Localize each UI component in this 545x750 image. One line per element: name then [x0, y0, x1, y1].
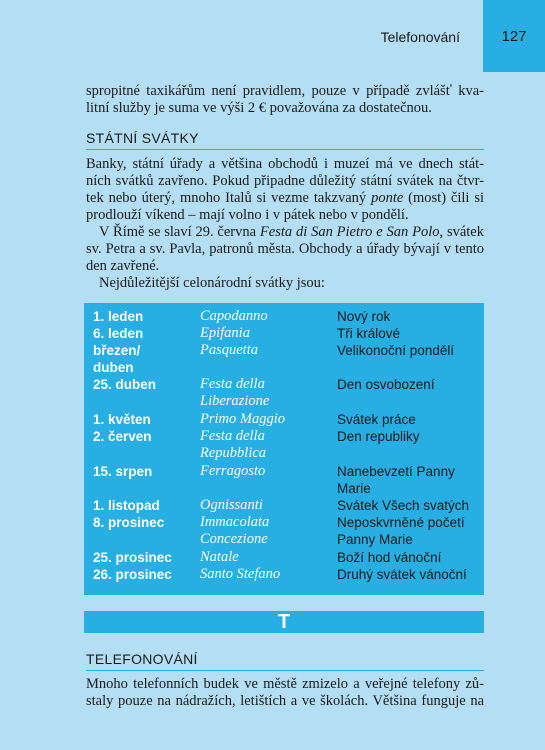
holiday-date: 2. červen [93, 429, 152, 444]
holiday-czech-name: Boží hod vánoční [337, 550, 442, 565]
holiday-italian-name: Pasquetta [200, 342, 258, 358]
festa-term: Festa di San Pietro e San Polo [259, 224, 440, 240]
running-title: Telefonování [380, 29, 460, 45]
holidays-para2-line-1a: V Římě se slaví 29. června [99, 224, 260, 240]
holiday-czech-name: Nový rok [337, 309, 391, 324]
holiday-italian-name: Immacolata Concezione [200, 514, 270, 547]
telephoning-line-2: staly pouze na nádražích, letištích a ve školách. Většina funguje na [86, 693, 484, 709]
holidays-para1-line-3 [86, 190, 484, 207]
holiday-date: 1. listopad [93, 498, 160, 513]
holiday-date: 8. prosinec [93, 515, 165, 530]
holiday-date: 25. prosinec [93, 550, 172, 565]
holiday-czech-name: Neposkvrněné početí Panny Marie [337, 515, 465, 547]
telephoning-line-1: Mnoho telefonních budek ve městě zmizelo a veřejné telefony zů- [86, 676, 484, 692]
holidays-para2-line-1 [86, 224, 484, 241]
intro-line-2: litní služby je suma ve výši 2 € považována za dostatečnou. [86, 100, 432, 116]
page-number: 127 [501, 28, 527, 45]
holiday-italian-name: Natale [200, 549, 239, 565]
holidays-para2-line-2: sv. Petra a sv. Pavla, patronů města. Obchody a úřady bývají v tento [86, 241, 484, 257]
holidays-para1-line-3b: (most) čili si [403, 190, 484, 206]
holidays-para2-line-1b: , svátek [439, 224, 484, 240]
holidays-para1-line-4: prodlouží víkend – mají volno i v pátek nebo v pondělí. [86, 207, 409, 223]
section-heading-holidays: STÁTNÍ SVÁTKY [86, 130, 484, 150]
holiday-date: 25. duben [93, 377, 157, 392]
holiday-italian-name: Ferragosto [200, 463, 266, 479]
intro-paragraph [86, 83, 484, 117]
holiday-date: 6. leden [93, 326, 144, 341]
holiday-czech-name: Druhý svátek vánoční [337, 567, 467, 582]
holiday-czech-name: Den republiky [337, 429, 420, 444]
holiday-italian-name: Ognissanti [200, 497, 263, 513]
telephoning-paragraph [86, 676, 484, 710]
holidays-para3: Nejdůležitější celonárodní svátky jsou: [99, 275, 325, 291]
ponte-term: ponte [371, 190, 404, 206]
holiday-czech-name: Svátek práce [337, 412, 416, 427]
section-heading-telephoning: TELEFONOVÁNÍ [86, 651, 484, 671]
holiday-italian-name: Primo Maggio [200, 411, 285, 427]
holidays-para1-line-2: ních svátků zavřeno. Pokud připadne důležitý státní svátek na čtvr- [86, 173, 484, 189]
holidays-para2-line-3: den zavřené. [86, 258, 160, 274]
holiday-italian-name: Festa della Repubblica [200, 428, 267, 461]
holidays-text [86, 156, 484, 292]
holiday-italian-name: Santo Stefano [200, 566, 281, 582]
holiday-italian-name: Festa della Liberazione [200, 376, 270, 409]
holiday-table [84, 303, 484, 595]
holidays-para1-line-1: Banky, státní úřady a většina obchodů i muzeí má ve dnech stát- [86, 156, 484, 172]
holiday-italian-name: Epifania [200, 325, 250, 341]
holiday-czech-name: Tři králové [337, 326, 401, 341]
holiday-date: 15. srpen [93, 464, 153, 479]
holiday-date: 1. květen [93, 412, 151, 427]
holiday-italian-name: Capodanno [200, 308, 268, 324]
holiday-date: březen/ duben [93, 343, 141, 375]
holiday-czech-name: Den osvobození [337, 377, 435, 392]
holiday-date: 1. leden [93, 309, 144, 324]
alphabet-letter-marker: T [84, 611, 484, 633]
holidays-para1-line-3a: tek nebo úterý, mnoho Italů si vezme takzvaný [86, 190, 372, 206]
holiday-czech-name: Velikonoční pondělí [337, 343, 455, 358]
holiday-date: 26. prosinec [93, 567, 172, 582]
holiday-czech-name: Svátek Všech svatých [337, 498, 470, 513]
holiday-czech-name: Nanebevzetí Panny Marie [337, 464, 455, 496]
intro-line-1: spropitné taxikářům není pravidlem, pouze v případě zvlášť kva- [86, 83, 484, 99]
